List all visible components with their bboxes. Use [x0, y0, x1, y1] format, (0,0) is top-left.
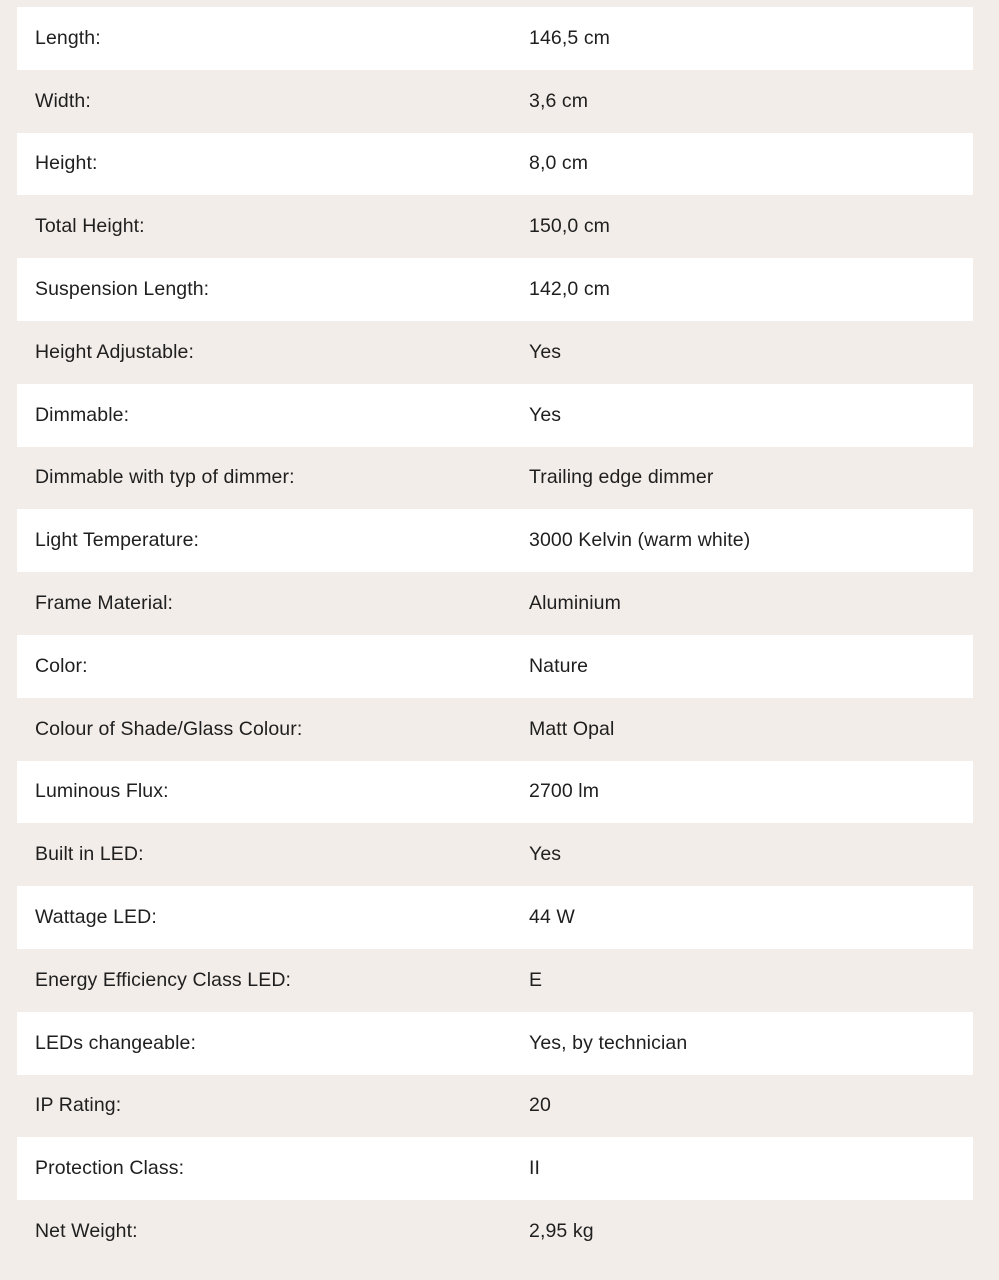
spec-label: Suspension Length: — [35, 278, 210, 301]
spec-row-suspension-length — [17, 258, 973, 321]
spec-label: IP Rating: — [35, 1094, 122, 1117]
spec-row-luminous-flux — [17, 761, 973, 824]
spec-label: Colour of Shade/Glass Colour: — [35, 717, 303, 740]
spec-value: 3000 Kelvin (warm white) — [529, 529, 751, 552]
spec-value: 8,0 cm — [529, 152, 589, 175]
spec-row-width — [17, 70, 973, 133]
spec-label: Built in LED: — [35, 843, 144, 866]
spec-row-protection-class — [17, 1137, 973, 1200]
spec-value: Aluminium — [529, 592, 621, 615]
spec-row-total-height — [17, 195, 973, 258]
spec-value: E — [529, 968, 543, 991]
spec-row-ip-rating — [17, 1075, 973, 1138]
spec-row-length — [17, 7, 973, 70]
spec-label: Total Height: — [35, 215, 145, 238]
spec-row-color — [17, 635, 973, 698]
spec-label: Length: — [35, 26, 101, 49]
spec-value: Trailing edge dimmer — [529, 466, 714, 489]
spec-value: 3,6 cm — [529, 89, 589, 112]
spec-row-wattage-led — [17, 886, 973, 949]
spec-row-dimmable — [17, 384, 973, 447]
spec-label: Height Adjustable: — [35, 340, 194, 363]
spec-label: Luminous Flux: — [35, 780, 169, 803]
spec-value: 146,5 cm — [529, 26, 611, 49]
spec-label: Energy Efficiency Class LED: — [35, 968, 292, 991]
spec-label: Frame Material: — [35, 592, 174, 615]
spec-row-shade-colour — [17, 698, 973, 761]
spec-value: Yes, by technician — [529, 1031, 688, 1054]
spec-label: Net Weight: — [35, 1220, 138, 1243]
spec-row-height-adjustable — [17, 321, 973, 384]
spec-label: Wattage LED: — [35, 906, 157, 929]
spec-row-light-temperature — [17, 509, 973, 572]
spec-label: Protection Class: — [35, 1157, 185, 1180]
spec-row-leds-changeable — [17, 1012, 973, 1075]
spec-value: 44 W — [529, 906, 575, 929]
spec-row-net-weight — [17, 1200, 973, 1263]
spec-value: 150,0 cm — [529, 215, 611, 238]
spec-label: Light Temperature: — [35, 529, 200, 552]
spec-value: 2700 lm — [529, 780, 600, 803]
spec-label: Dimmable with typ of dimmer: — [35, 466, 295, 489]
spec-row-dimmer-type — [17, 447, 973, 510]
spec-value: Yes — [529, 340, 562, 363]
spec-row-frame-material — [17, 572, 973, 635]
spec-label: Color: — [35, 654, 88, 677]
spec-value: Matt Opal — [529, 717, 615, 740]
spec-value: Yes — [529, 843, 562, 866]
spec-value: Yes — [529, 403, 562, 426]
spec-table — [17, 7, 973, 1263]
spec-label: LEDs changeable: — [35, 1031, 196, 1054]
spec-value: 142,0 cm — [529, 278, 611, 301]
spec-label: Height: — [35, 152, 98, 175]
spec-row-energy-efficiency — [17, 949, 973, 1012]
spec-row-built-in-led — [17, 823, 973, 886]
spec-value: 2,95 kg — [529, 1220, 594, 1243]
spec-row-height — [17, 133, 973, 196]
spec-value: 20 — [529, 1094, 551, 1117]
spec-value: II — [529, 1157, 541, 1180]
spec-label: Dimmable: — [35, 403, 130, 426]
spec-label: Width: — [35, 89, 91, 112]
spec-value: Nature — [529, 654, 589, 677]
